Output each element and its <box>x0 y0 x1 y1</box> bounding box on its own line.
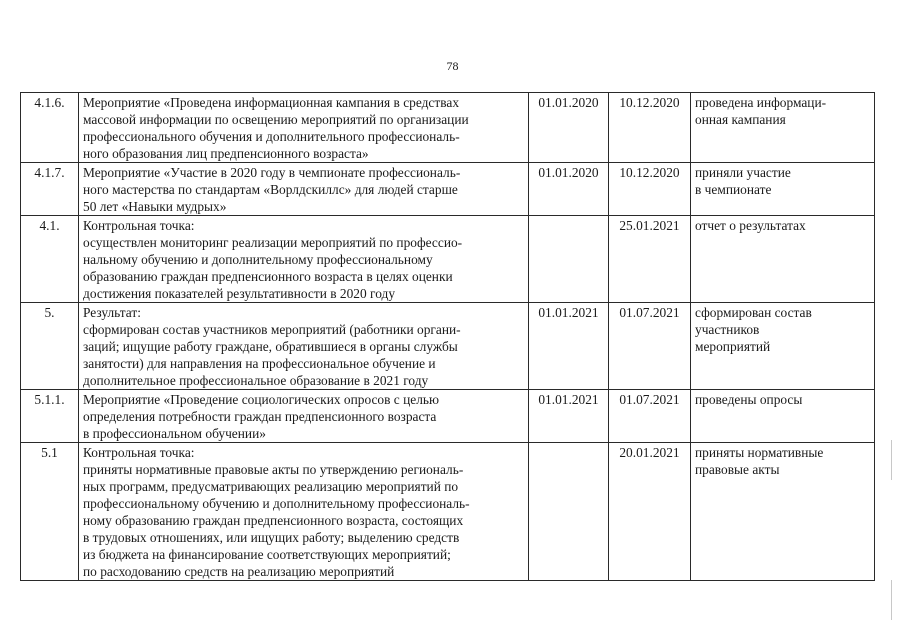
end-date: 01.07.2021 <box>609 303 691 390</box>
expected-result: сформирован состав участников мероприятий <box>691 303 875 390</box>
expected-result: проведена информаци- онная кампания <box>691 93 875 163</box>
table-row <box>21 390 875 443</box>
row-number: 5.1.1. <box>21 390 79 443</box>
table-row <box>21 93 875 163</box>
end-date: 01.07.2021 <box>609 390 691 443</box>
start-date: 01.01.2020 <box>529 93 609 163</box>
row-number: 4.1. <box>21 216 79 303</box>
table-row <box>21 443 875 581</box>
expected-result: отчет о результатах <box>691 216 875 303</box>
scan-edge-mark <box>891 580 892 620</box>
activity-description: Контрольная точка: приняты нормативные правовые акты по утверждению региональ- ных программ, предусматривающих реализацию мероприятий по профессиональному обучению и дополнительному профессиональ- ному образованию граждан предпенсионного возраста, состоящих в трудовых отношениях, или ищущих работу; выделению средств из бюджета на финансирование соответствующих мероприятий; по расходованию средств на реализацию мероприятий <box>79 443 529 581</box>
expected-result: приняты нормативные правовые акты <box>691 443 875 581</box>
start-date <box>529 443 609 581</box>
activities-table <box>20 92 875 581</box>
expected-result: приняли участие в чемпионате <box>691 163 875 216</box>
row-number: 4.1.7. <box>21 163 79 216</box>
activity-description: Результат: сформирован состав участников мероприятий (работники органи- заций; ищущие работу граждане, обратившиеся в органы службы занятости) для направления на профессиональное обучение и дополнительное профессиональное образование в 2021 году <box>79 303 529 390</box>
scan-edge-mark <box>891 440 892 480</box>
row-number: 4.1.6. <box>21 93 79 163</box>
page-number: 78 <box>446 59 459 73</box>
table-row <box>21 216 875 303</box>
start-date <box>529 216 609 303</box>
table-row <box>21 163 875 216</box>
activity-description: Мероприятие «Проведение социологических опросов с целью определения потребности граждан предпенсионного возраста в профессиональном обучении» <box>79 390 529 443</box>
expected-result: проведены опросы <box>691 390 875 443</box>
activity-description: Мероприятие «Участие в 2020 году в чемпионате профессиональ- ного мастерства по стандартам «Ворлдскиллс» для людей старше 50 лет «Навыки мудрых» <box>79 163 529 216</box>
activity-description: Мероприятие «Проведена информационная кампания в средствах массовой информации по освещению мероприятий по организации профессионального обучения и дополнительного профессиональ- ного образования лиц предпенсионного возраста» <box>79 93 529 163</box>
end-date: 10.12.2020 <box>609 93 691 163</box>
end-date: 10.12.2020 <box>609 163 691 216</box>
start-date: 01.01.2021 <box>529 390 609 443</box>
end-date: 25.01.2021 <box>609 216 691 303</box>
activity-description: Контрольная точка: осуществлен мониторинг реализации мероприятий по профессио- нальному обучению и дополнительному профессиональному образованию граждан предпенсионного возраста в целях оценки достижения показателей результативности в 2020 году <box>79 216 529 303</box>
start-date: 01.01.2021 <box>529 303 609 390</box>
start-date: 01.01.2020 <box>529 163 609 216</box>
row-number: 5. <box>21 303 79 390</box>
table-row <box>21 303 875 390</box>
end-date: 20.01.2021 <box>609 443 691 581</box>
row-number: 5.1 <box>21 443 79 581</box>
